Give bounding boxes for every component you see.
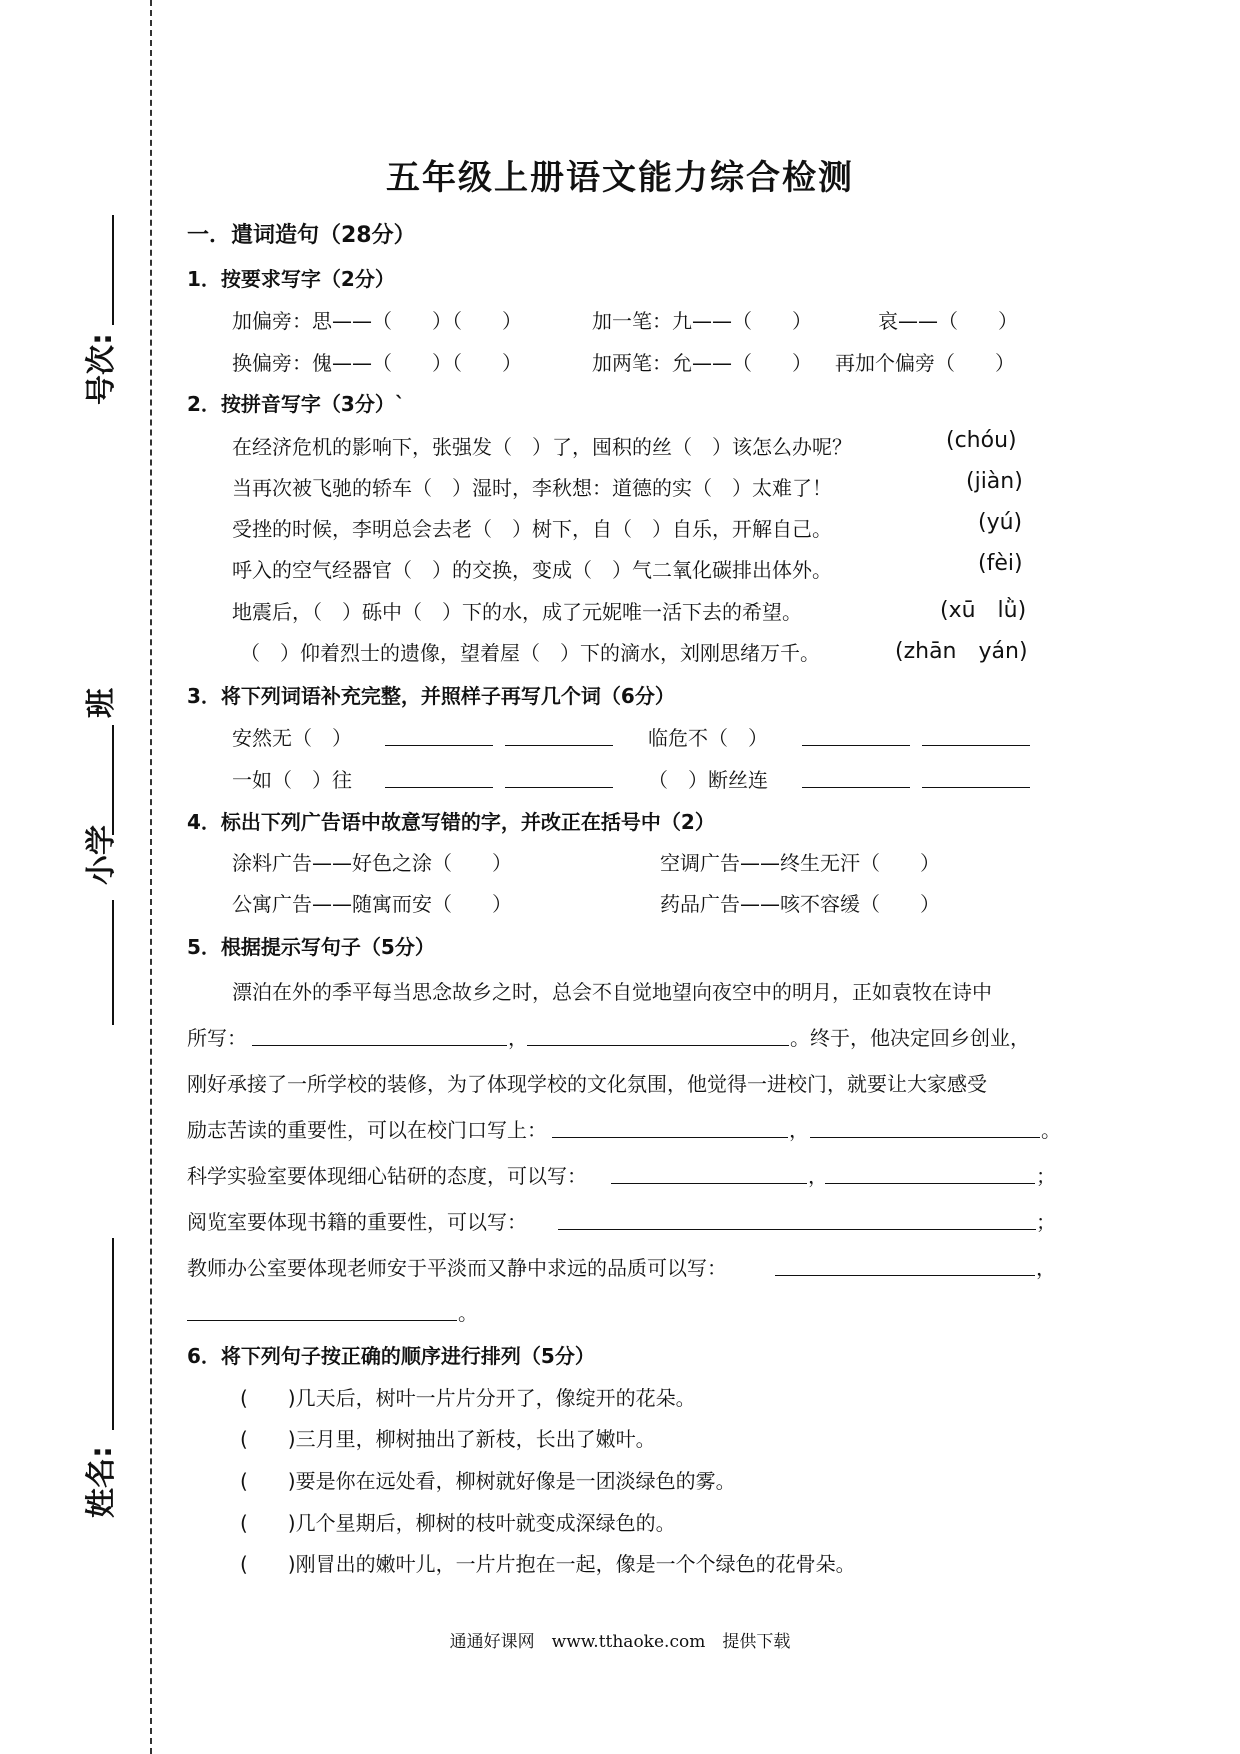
q1-line1-b: 加一笔：九——（ ） xyxy=(592,309,812,333)
q3-word-2: 临危不（ ） xyxy=(648,726,768,750)
q5-answer-blank[interactable] xyxy=(558,1211,1036,1230)
q3-answer-blank[interactable] xyxy=(505,727,613,746)
q5-line2-prefix: 所写： xyxy=(187,1026,247,1050)
q5-answer-blank[interactable] xyxy=(552,1119,788,1138)
q6-title: 6．将下列句子按正确的顺序进行排列（5分） xyxy=(187,1344,595,1368)
name-write-line xyxy=(112,1238,114,1430)
q5-line6-prefix: 阅览室要体现书籍的重要性，可以写： xyxy=(187,1210,527,1234)
q5-line5-prefix: 科学实验室要体现细心钻研的态度，可以写： xyxy=(187,1164,587,1188)
q1-title: 1．按要求写字（2分） xyxy=(187,267,395,291)
page-footer: 通通好课网 www.tthaoke.com 提供下载 xyxy=(449,1632,791,1652)
q2-sentence: 在经济危机的影响下，张强发（ ）了，囤积的丝（ ）该怎么办呢？ xyxy=(232,435,852,459)
q6-item: ( )三月里，柳树抽出了新枝，长出了嫩叶。 xyxy=(240,1427,656,1451)
section-1-heading: 一．遣词造句（28分） xyxy=(187,223,416,248)
q3-answer-blank[interactable] xyxy=(922,727,1030,746)
name-label: 姓名: xyxy=(84,1446,119,1518)
q4-title: 4．标出下列广告语中故意写错的字，并改正在括号中（2） xyxy=(187,810,715,834)
q1-line2-a: 换偏旁：傀——（ ）（ ） xyxy=(232,351,522,375)
q5-answer-blank[interactable] xyxy=(187,1302,457,1321)
q1-line2-b: 加两笔：允——（ ） xyxy=(592,351,812,375)
q5-answer-blank[interactable] xyxy=(825,1165,1035,1184)
q5-answer-blank[interactable] xyxy=(775,1257,1035,1276)
q4-ad-1: 涂料广告——好色之涂（ ） xyxy=(232,851,512,875)
q5-answer-blank[interactable] xyxy=(252,1027,507,1046)
binding-dashed-line xyxy=(150,0,152,1754)
q2-sentence: 呼入的空气经器官（ ）的交换，变成（ ）气二氧化碳排出体外。 xyxy=(232,558,832,582)
q2-sentence: （ ）仰着烈士的遗像，望着屋（ ）下的滴水，刘刚思绪万千。 xyxy=(240,641,820,665)
q3-answer-blank[interactable] xyxy=(505,769,613,788)
q5-line5-end: ； xyxy=(1036,1164,1056,1188)
q1-line1-a: 加偏旁：思——（ ）（ ） xyxy=(232,309,522,333)
q5-line4-prefix: 励志苦读的重要性，可以在校门口写上： xyxy=(187,1118,547,1142)
q5-line2-suffix: 。终于，他决定回乡创业， xyxy=(790,1026,1030,1050)
q3-answer-blank[interactable] xyxy=(802,769,910,788)
q4-ad-2: 空调广告——终生无汗（ ） xyxy=(660,851,940,875)
q2-pinyin: (jiàn) xyxy=(966,469,1023,494)
q5-title: 5．根据提示写句子（5分） xyxy=(187,935,435,959)
q2-pinyin: (fèi) xyxy=(978,551,1023,576)
q2-pinyin: (yú) xyxy=(978,510,1023,535)
q3-title: 3．将下列词语补充完整，并照样子再写几个词（6分） xyxy=(187,684,675,708)
q2-sentence: 地震后，（ ）砾中（ ）下的水，成了元妮唯一活下去的希望。 xyxy=(232,600,802,624)
q5-paragraph-line1: 漂泊在外的季平每当思念故乡之时，总会不自觉地望向夜空中的明月，正如袁牧在诗中 xyxy=(232,980,992,1004)
q3-word-3: 一如（ ）往 xyxy=(232,768,352,792)
number-label: 号次: xyxy=(84,333,119,405)
q5-line5-comma: ， xyxy=(808,1164,828,1188)
q5-answer-blank[interactable] xyxy=(810,1119,1040,1138)
q2-sentence: 当再次被飞驰的轿车（ ）湿时，李秋想：道德的实（ ）太难了！ xyxy=(232,476,832,500)
q2-pinyin: (chóu) xyxy=(946,428,1017,453)
q6-item: ( )刚冒出的嫩叶儿，一片片抱在一起，像是一个个绿色的花骨朵。 xyxy=(240,1552,856,1576)
q5-answer-blank[interactable] xyxy=(527,1027,789,1046)
q2-pinyin: (zhān yán) xyxy=(895,639,1028,664)
q3-answer-blank[interactable] xyxy=(385,727,493,746)
class-label: 班 xyxy=(84,688,119,718)
number-write-line xyxy=(112,215,114,325)
q3-answer-blank[interactable] xyxy=(802,727,910,746)
q5-line2-comma: ， xyxy=(508,1026,528,1050)
q5-line4-comma: ， xyxy=(789,1118,809,1142)
q6-item: ( )几个星期后，柳树的枝叶就变成深绿色的。 xyxy=(240,1511,676,1535)
q5-line7-end: ， xyxy=(1036,1256,1056,1280)
q5-line8-end: 。 xyxy=(458,1301,478,1325)
q6-item: ( )要是你在远处看，柳树就好像是一团淡绿色的雾。 xyxy=(240,1469,736,1493)
q4-ad-3: 公寓广告——随寓而安（ ） xyxy=(232,892,512,916)
q2-sentence: 受挫的时候，李明总会去老（ ）树下，自（ ）自乐，开解自己。 xyxy=(232,517,832,541)
q5-line7-prefix: 教师办公室要体现老师安于平淡而又静中求远的品质可以写： xyxy=(187,1256,727,1280)
school-label: 小学 xyxy=(84,825,119,885)
q4-ad-4: 药品广告——咳不容缓（ ） xyxy=(660,892,940,916)
q2-pinyin: (xū lǜ) xyxy=(940,598,1027,623)
class-write-line xyxy=(112,725,114,835)
q5-line4-end: 。 xyxy=(1041,1118,1061,1142)
q5-paragraph-line3: 刚好承接了一所学校的装修，为了体现学校的文化氛围，他觉得一进校门，就要让大家感受 xyxy=(187,1072,987,1096)
q3-answer-blank[interactable] xyxy=(922,769,1030,788)
q2-title: 2．按拼音写字（3分）` xyxy=(187,392,405,416)
q6-item: ( )几天后，树叶一片片分开了，像绽开的花朵。 xyxy=(240,1386,696,1410)
q3-answer-blank[interactable] xyxy=(385,769,493,788)
q5-answer-blank[interactable] xyxy=(611,1165,807,1184)
school-write-line xyxy=(112,900,114,1025)
page-title: 五年级上册语文能力综合检测 xyxy=(386,158,854,198)
q3-word-4: （ ）断丝连 xyxy=(648,768,768,792)
q5-line6-end: ； xyxy=(1036,1210,1056,1234)
q1-line2-c: 再加个偏旁（ ） xyxy=(835,351,1015,375)
q1-line1-c: 哀——（ ） xyxy=(878,309,1018,333)
q3-word-1: 安然无（ ） xyxy=(232,726,352,750)
